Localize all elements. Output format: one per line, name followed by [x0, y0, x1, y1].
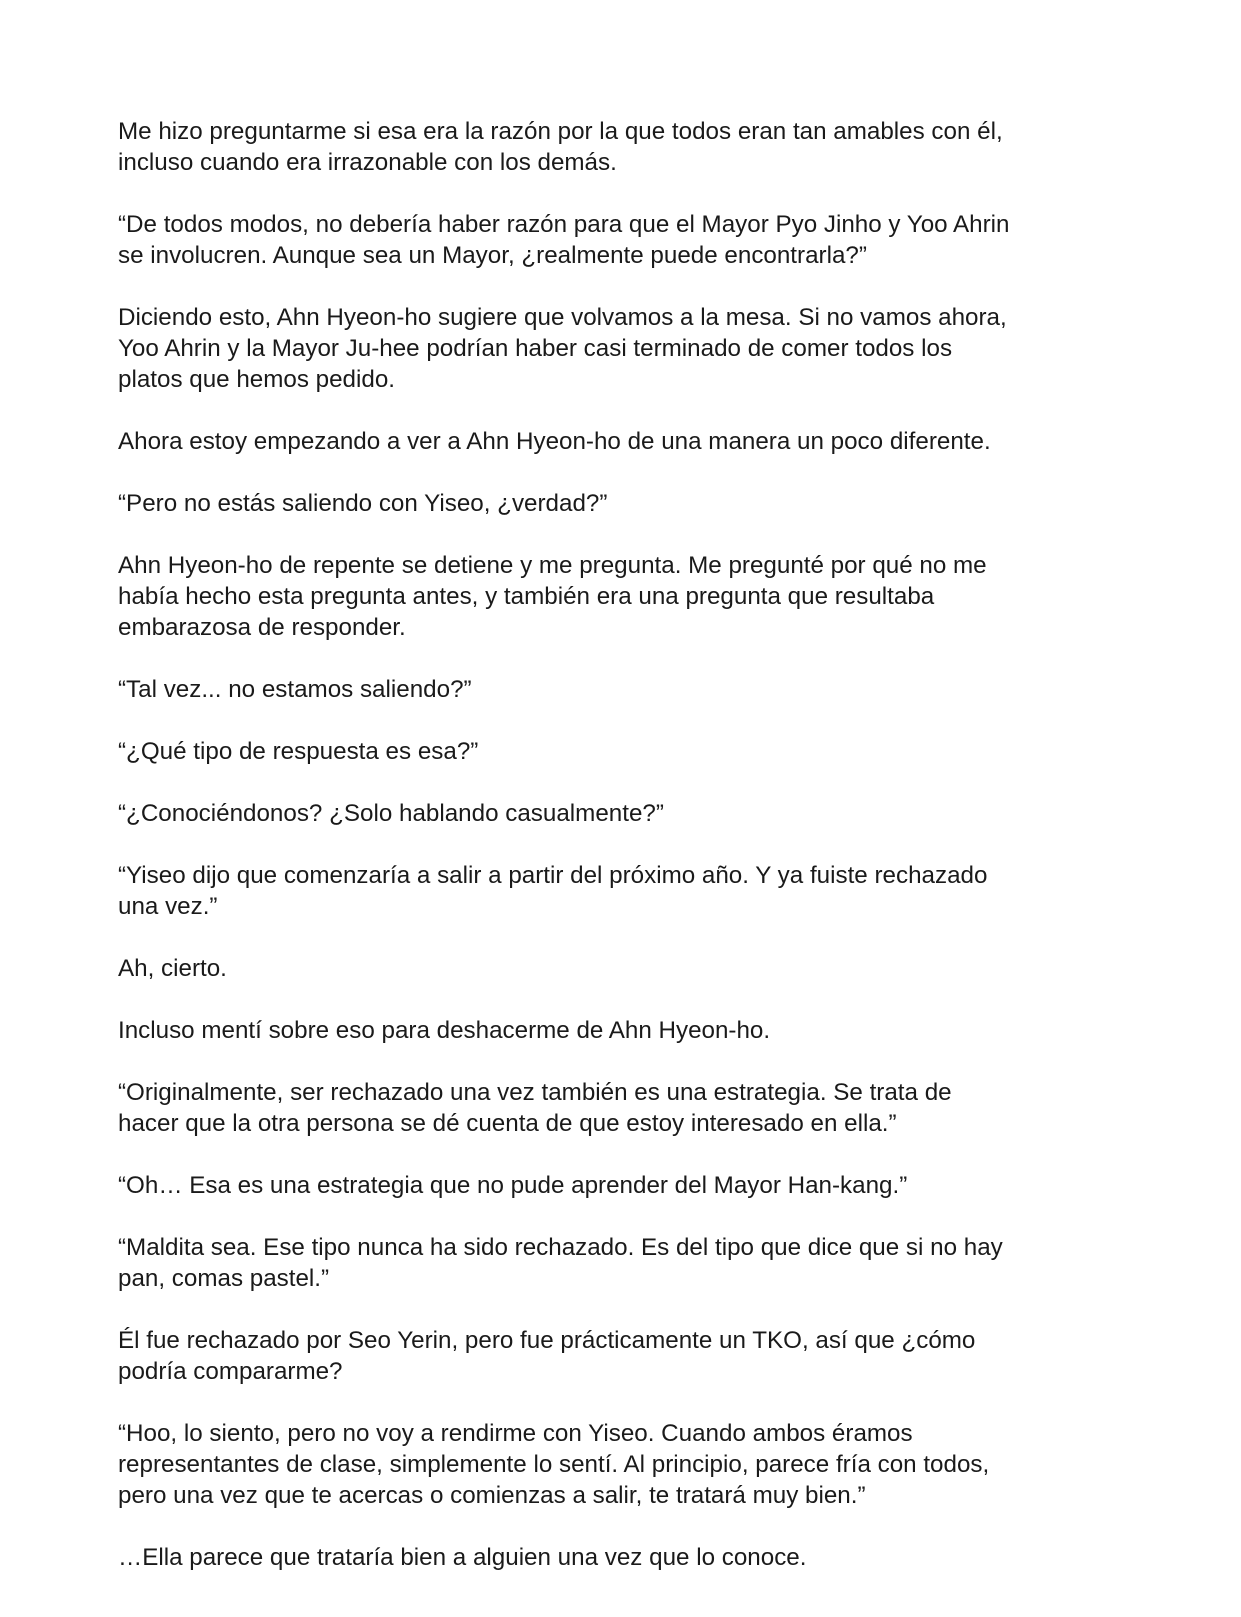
- paragraph: “Yiseo dijo que comenzaría a salir a partir del próximo año. Y ya fuiste rechazado una vez.”: [118, 862, 988, 920]
- document-body: [118, 116, 1128, 1604]
- paragraph: “¿Qué tipo de respuesta es esa?”: [118, 738, 479, 765]
- paragraph: “Pero no estás saliendo con Yiseo, ¿verdad?”: [118, 490, 608, 517]
- paragraph: “Maldita sea. Ese tipo nunca ha sido rechazado. Es del tipo que dice que si no hay pan, comas pastel.”: [118, 1234, 1003, 1292]
- paragraph: Ahn Hyeon-ho de repente se detiene y me pregunta. Me pregunté por qué no me había hecho esta pregunta antes, y también era una pregunta que resultaba embarazosa de responder.: [118, 552, 987, 641]
- paragraph: …Ella parece que trataría bien a alguien una vez que lo conoce.: [118, 1544, 807, 1571]
- paragraph: “Originalmente, ser rechazado una vez también es una estrategia. Se trata de hacer que la otra persona se dé cuenta de que estoy interesado en ella.”: [118, 1079, 952, 1137]
- paragraph: “Hoo, lo siento, pero no voy a rendirme con Yiseo. Cuando ambos éramos representantes de clase, simplemente lo sentí. Al principio, parece fría con todos, pero una vez que te acercas o comienzas a salir, te tratará muy bien.”: [118, 1420, 990, 1509]
- paragraph: Ahora estoy empezando a ver a Ahn Hyeon-ho de una manera un poco diferente.: [118, 428, 991, 455]
- paragraph: Ah, cierto.: [118, 955, 227, 982]
- paragraph: Él fue rechazado por Seo Yerin, pero fue prácticamente un TKO, así que ¿cómo podría compararme?: [118, 1327, 976, 1385]
- paragraph: “Tal vez... no estamos saliendo?”: [118, 676, 472, 703]
- paragraph: “¿Conociéndonos? ¿Solo hablando casualmente?”: [118, 800, 664, 827]
- paragraph: Incluso mentí sobre eso para deshacerme de Ahn Hyeon-ho.: [118, 1017, 771, 1044]
- paragraph: “De todos modos, no debería haber razón para que el Mayor Pyo Jinho y Yoo Ahrin se involucren. Aunque sea un Mayor, ¿realmente puede encontrarla?”: [118, 211, 1010, 269]
- paragraph: “Oh… Esa es una estrategia que no pude aprender del Mayor Han-kang.”: [118, 1172, 908, 1199]
- paragraph: Diciendo esto, Ahn Hyeon-ho sugiere que volvamos a la mesa. Si no vamos ahora, Yoo Ahrin y la Mayor Ju-hee podrían haber casi terminado de comer todos los platos que hemos pedido.: [118, 304, 1007, 393]
- paragraph: Me hizo preguntarme si esa era la razón por la que todos eran tan amables con él, incluso cuando era irrazonable con los demás.: [118, 118, 1003, 176]
